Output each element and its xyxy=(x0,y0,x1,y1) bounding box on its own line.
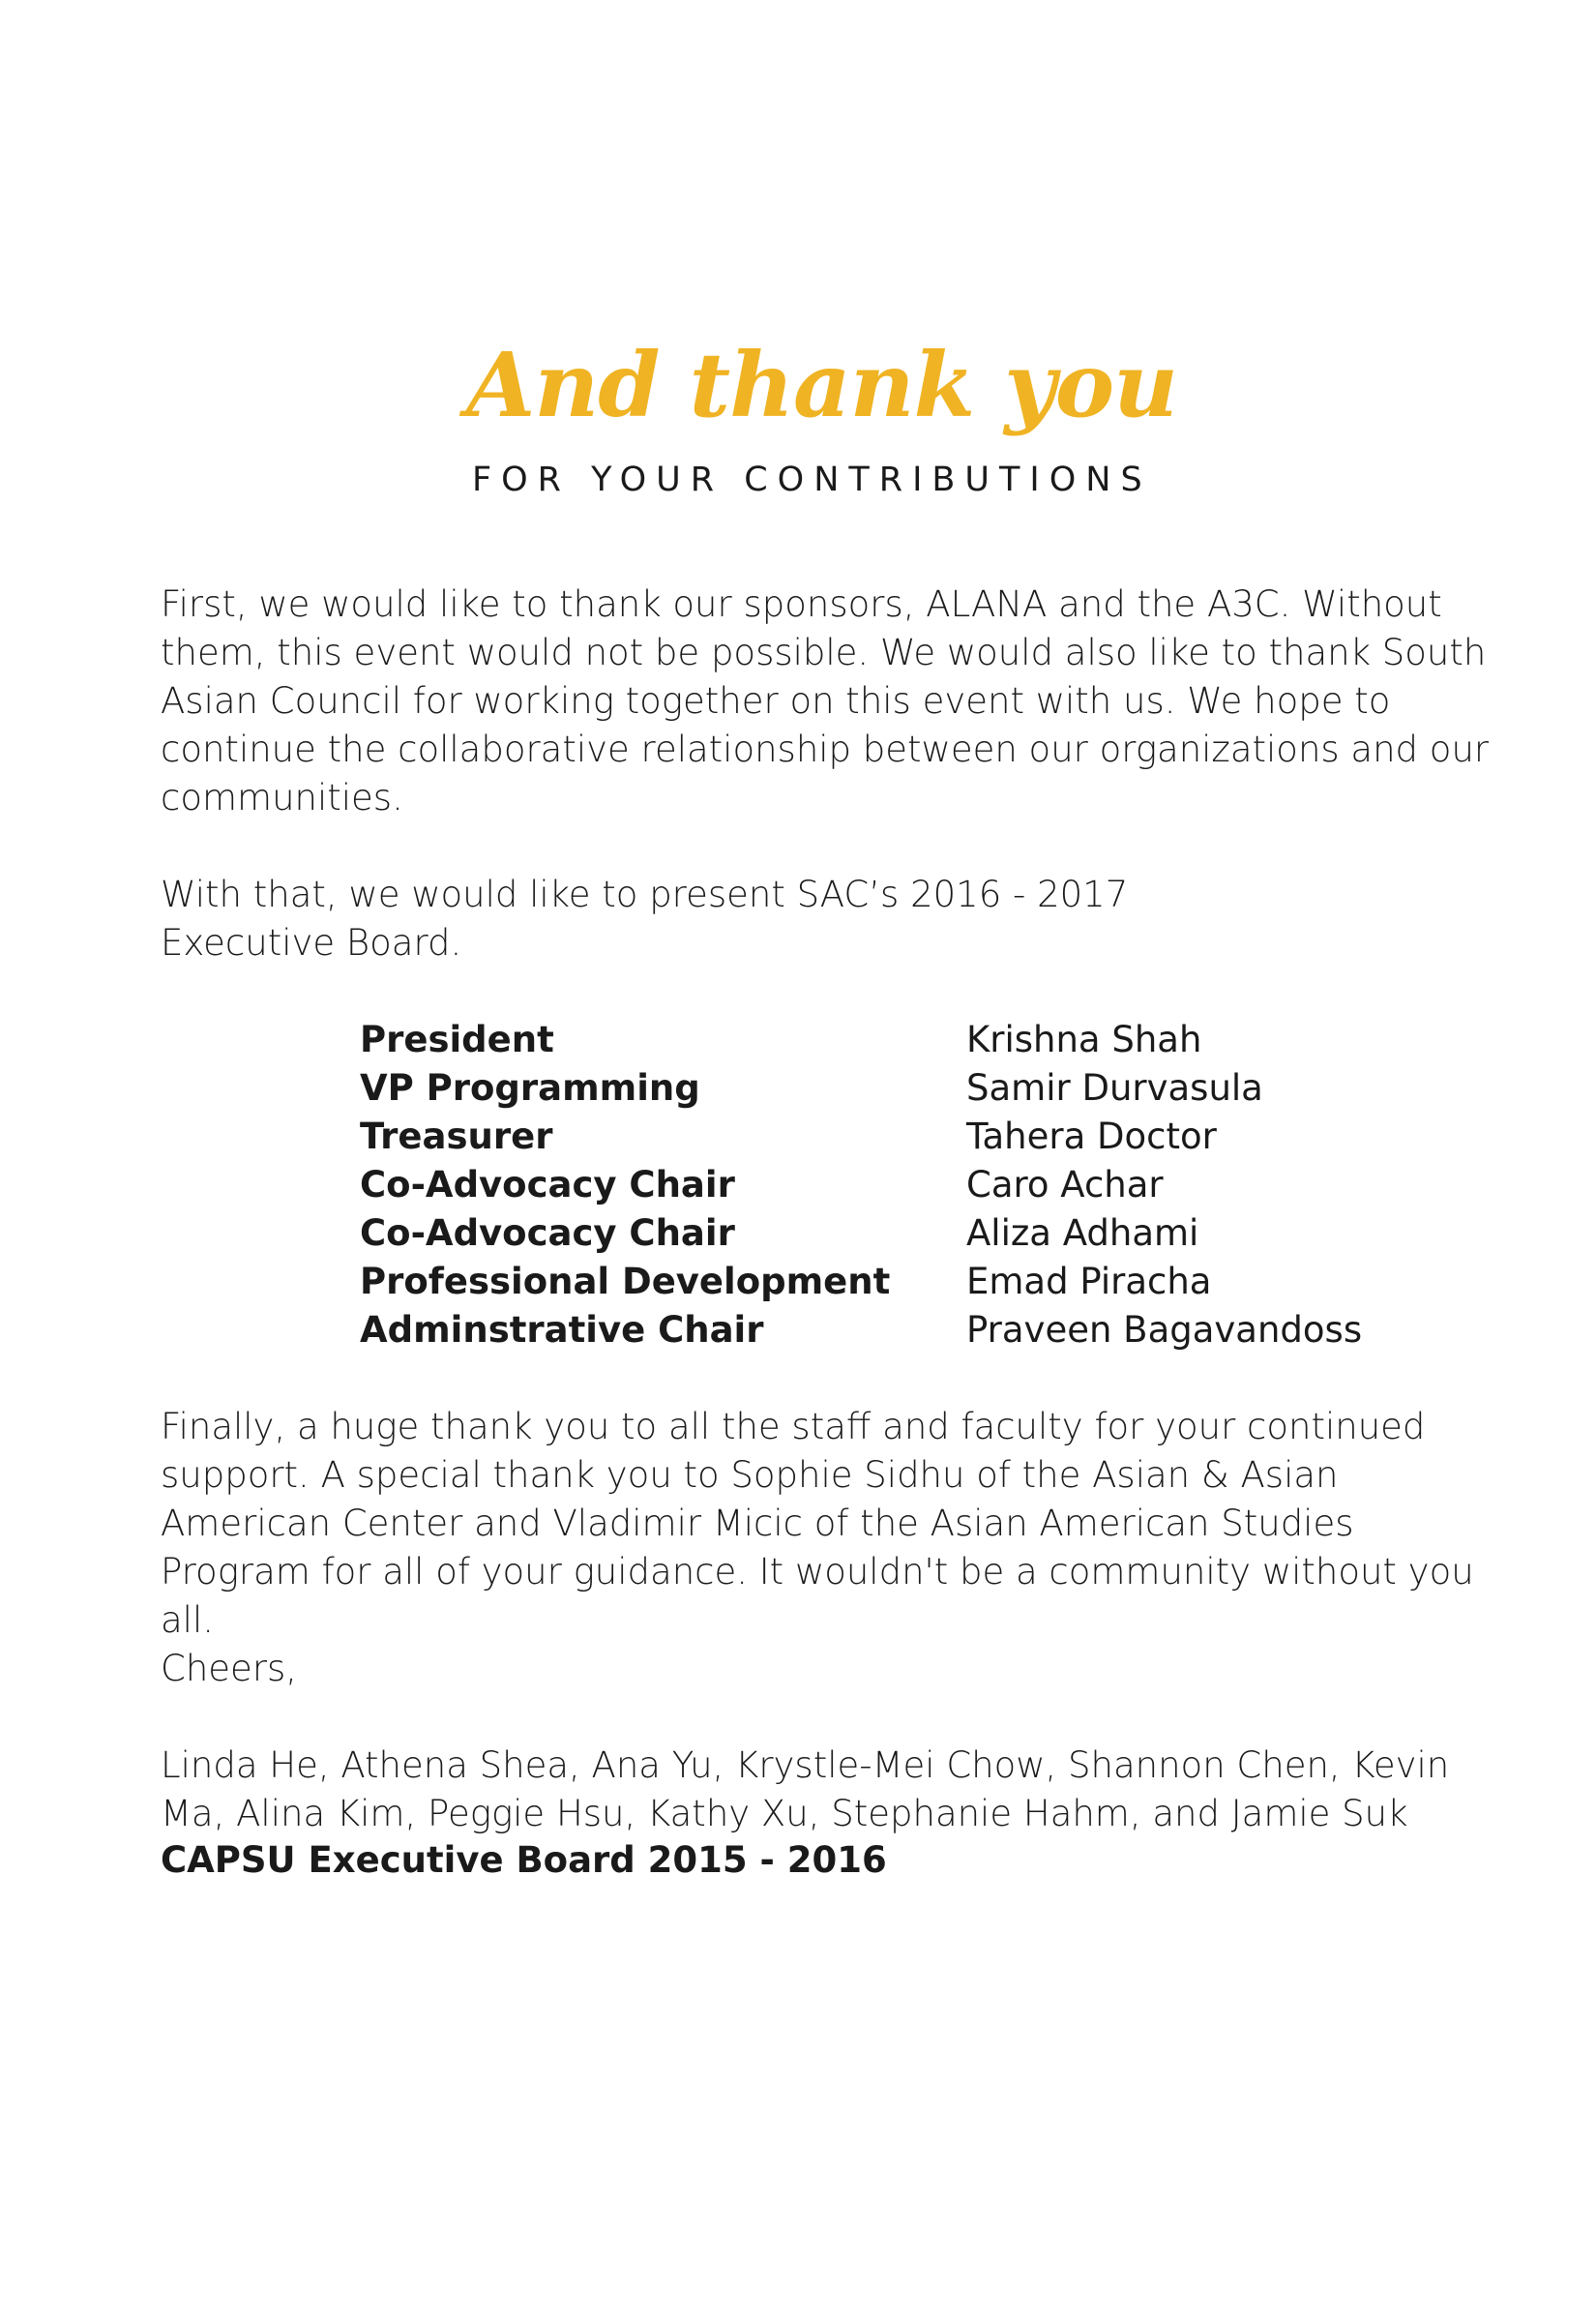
board-role: Co-Advocacy Chair xyxy=(360,1212,735,1254)
signature-line: CAPSU Executive Board 2015 - 2016 xyxy=(161,1839,887,1881)
intro-text: First, we would like to thank our sponsors, ALANA and the A3C. Without them, this event would not be possible. We would also like to thank South Asian Council for working together on this event with us. We hope to continue the collaborative relationship between our organizations and our communities. xyxy=(161,583,1490,819)
names-text: Linda He, Athena Shea, Ana Yu, Krystle-Mei Chow, Shannon Chen, Kevin Ma, Alina Kim, Peggie Hsu, Kathy Xu, Stephanie Hahm, and Jamie Suk xyxy=(161,1744,1450,1834)
board-role: President xyxy=(360,1019,554,1060)
names-paragraph xyxy=(161,1742,1495,1838)
board-row xyxy=(360,1113,1375,1161)
board-member: Caro Achar xyxy=(966,1164,1164,1206)
board-role: Adminstrative Chair xyxy=(360,1309,764,1351)
heading-subtitle: FOR YOUR CONTRIBUTIONS xyxy=(472,461,1152,499)
cheers-paragraph xyxy=(161,1645,1495,1693)
present-paragraph xyxy=(161,871,1225,968)
board-row xyxy=(360,1258,1375,1306)
board-member: Krishna Shah xyxy=(966,1019,1202,1060)
cheers-text: Cheers, xyxy=(161,1648,298,1689)
board-role: Co-Advocacy Chair xyxy=(360,1164,735,1206)
finally-text: Finally, a huge thank you to all the staff and faculty for your continued support. A special thank you to Sophie Sidhu of the Asian & Asian American Center and Vladimir Micic of the Asian American Studies Program for all of your guidance. It wouldn't be a community without you all. xyxy=(161,1406,1474,1641)
board-row xyxy=(360,1064,1375,1113)
board-member: Tahera Doctor xyxy=(966,1116,1217,1157)
board-role: Professional Development xyxy=(360,1261,891,1302)
intro-paragraph xyxy=(161,580,1495,822)
board-member: Aliza Adhami xyxy=(966,1212,1199,1254)
board-member: Emad Piracha xyxy=(966,1261,1212,1302)
board-role: VP Programming xyxy=(360,1067,700,1109)
board-role: Treasurer xyxy=(360,1116,553,1157)
finally-paragraph xyxy=(161,1403,1495,1645)
executive-board-list xyxy=(360,1016,1375,1354)
board-row xyxy=(360,1306,1375,1354)
script-heading: And thank you xyxy=(466,333,1177,437)
board-row xyxy=(360,1209,1375,1258)
present-text: With that, we would like to present SAC’s 2016 - 2017 Executive Board. xyxy=(161,874,1129,964)
board-row xyxy=(360,1161,1375,1209)
board-member: Samir Durvasula xyxy=(966,1067,1263,1109)
board-row xyxy=(360,1016,1375,1064)
board-member: Praveen Bagavandoss xyxy=(966,1309,1363,1351)
